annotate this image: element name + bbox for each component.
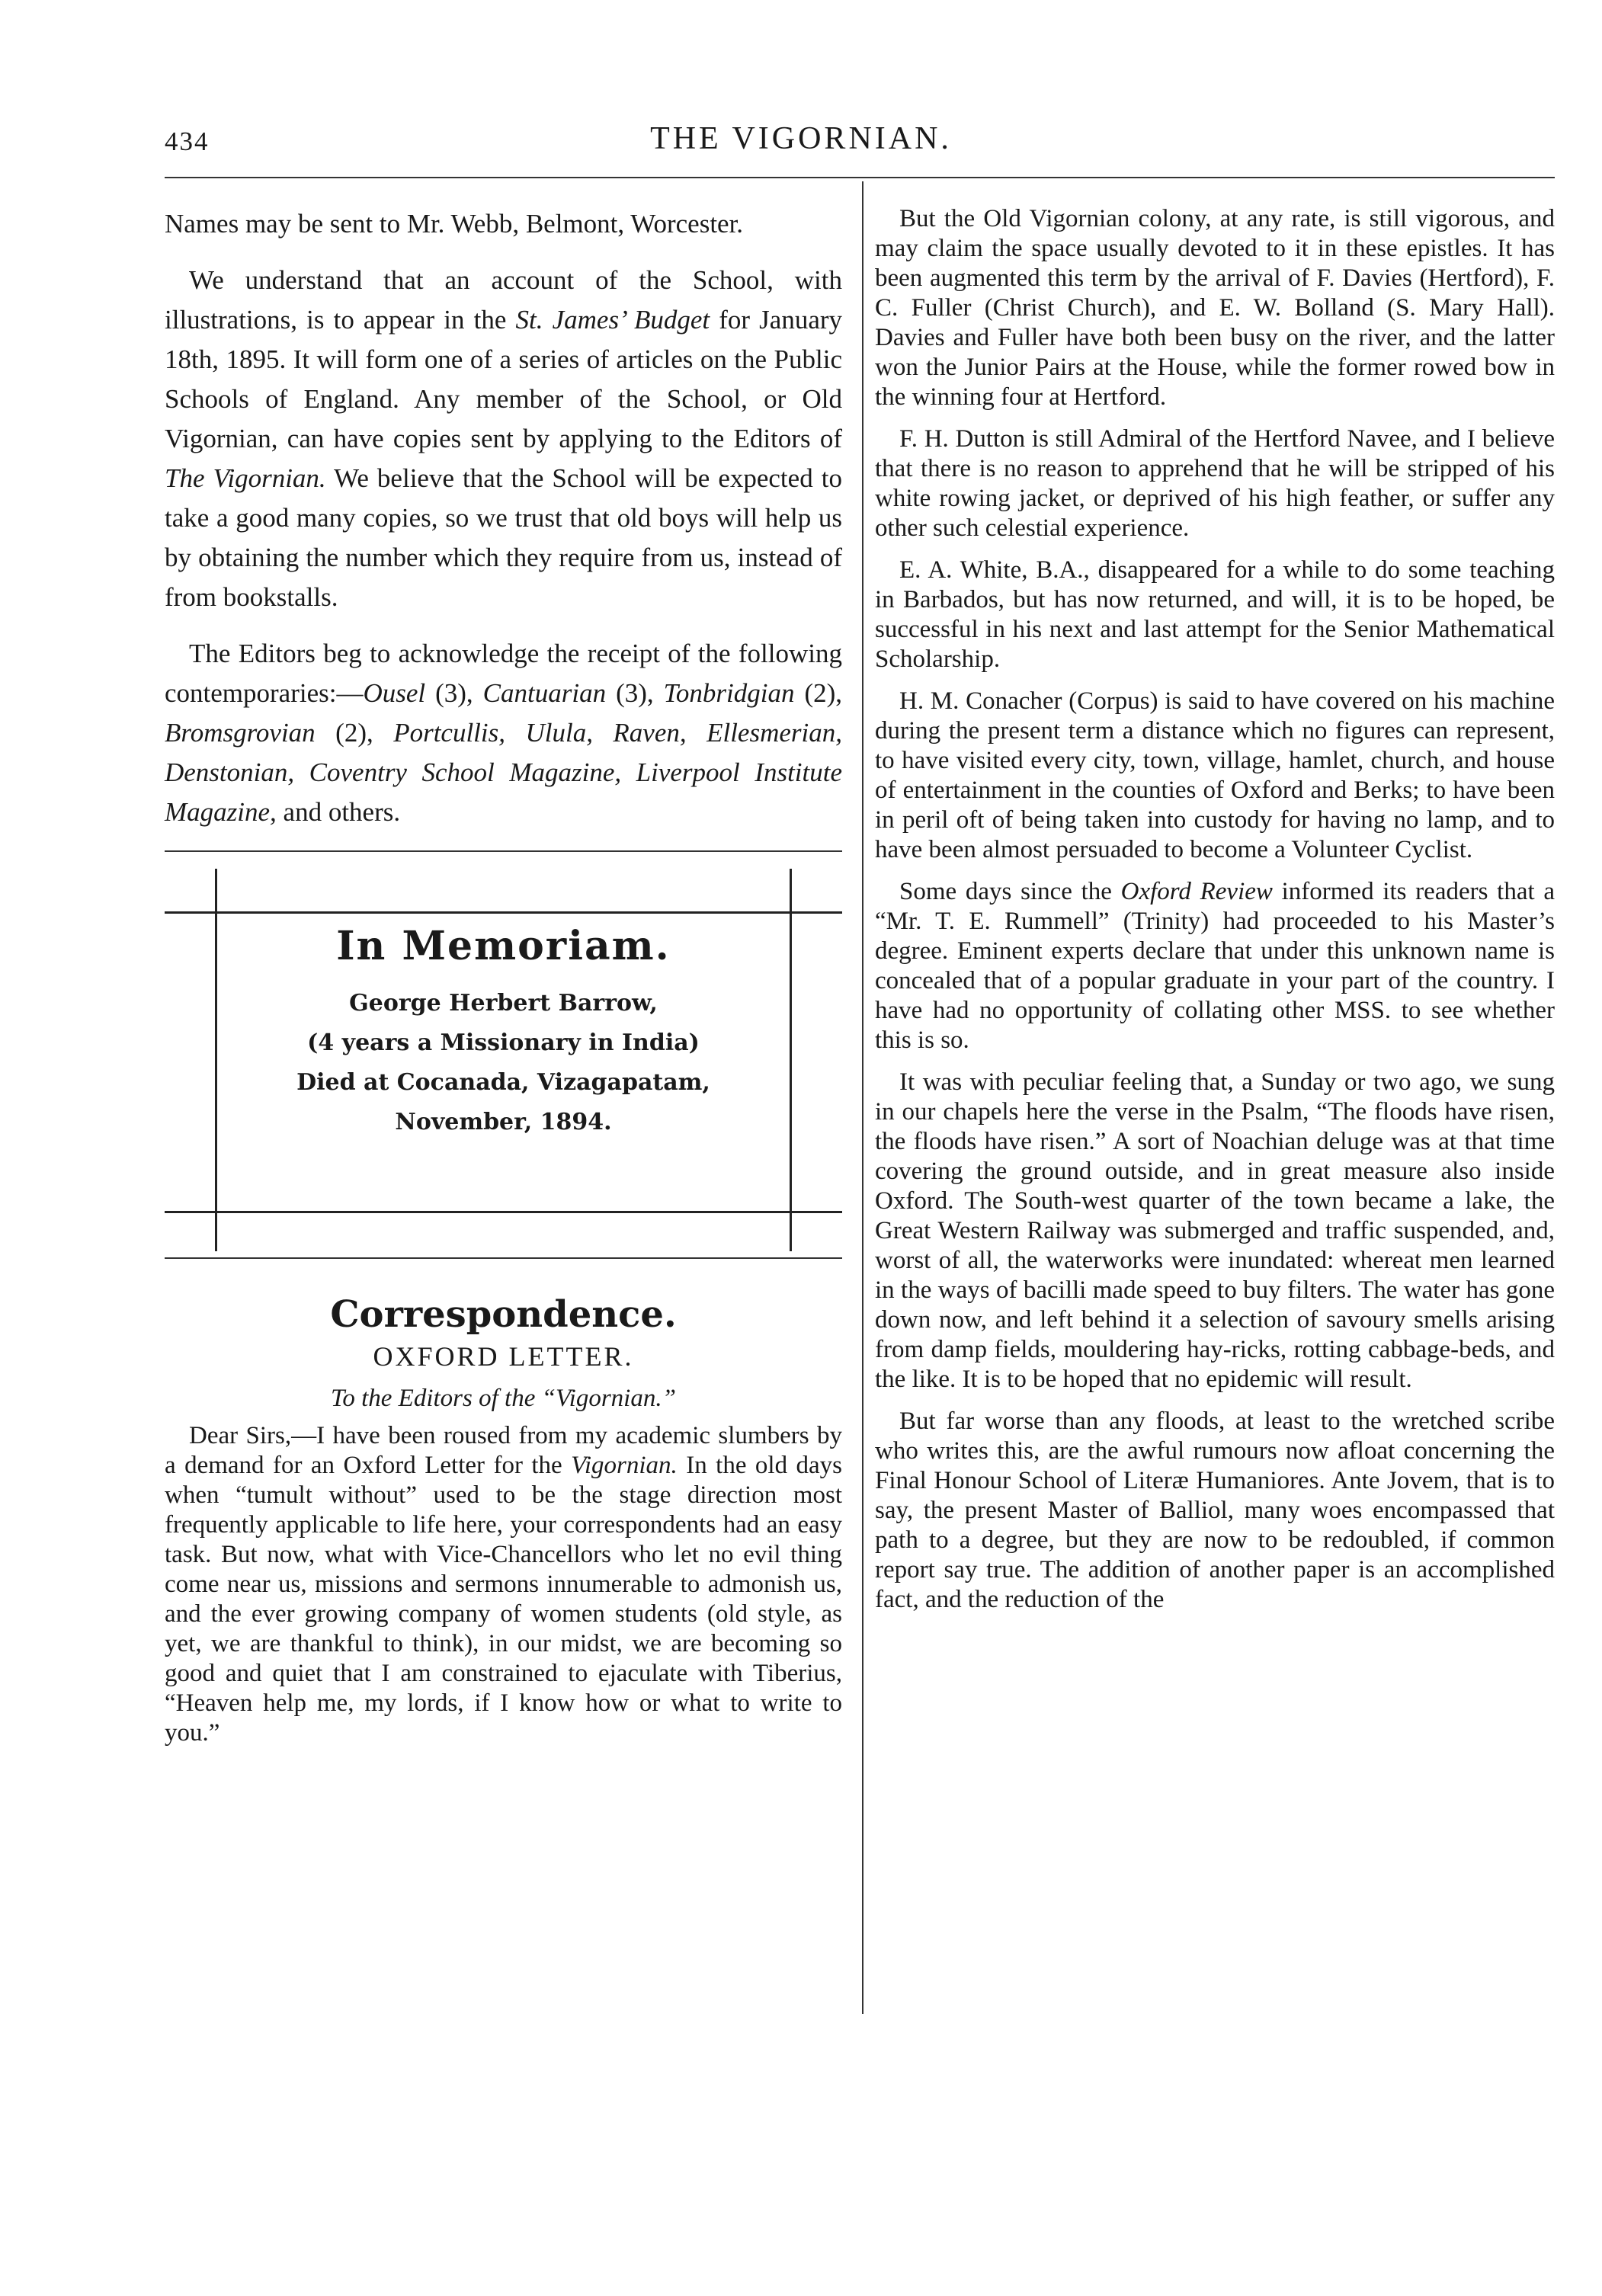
paragraph-conacher: H. M. Conacher (Corpus) is said to have covered on his machine during the present term a distance which no figures can represent, to have visited every city, town, village, hamlet, church, and house of entertainment in the counties of Oxford and Berks; to have been in peril oft of being taken into custody for having no lamp, and to have been almost persuaded to become a Volunteer Cyclist. (875, 687, 1555, 863)
column-divider (862, 181, 863, 2014)
memoriam-place: Died at Cocanada, Vizagapatam, (296, 1069, 710, 1096)
running-title: THE VIGORNIAN. (650, 121, 952, 156)
memoriam-box (165, 869, 842, 1251)
paragraph-dutton: F. H. Dutton is still Admiral of the Hertford Navee, and I believe that there is no reason to apprehend that he will be stripped of his white rowing jacket, or deprived of his high feather, or suffer any other such celestial experience. (875, 425, 1555, 542)
paragraph-honour-school: But far worse than any floods, at least to the wretched scribe who writes this, are the awful rumours now afloat concerning the Final Honour School of Literæ Humaniores. Ante Jovem, that is to say, the present Master of Balliol, many woes encompassed that path to a degree, but they are now to be redoubled, if common report say true. The addition of another paper is an accomplished fact, and the reduction of the (875, 1407, 1555, 1613)
oxford-letter-heading: OXFORD LETTER. (373, 1341, 634, 1372)
correspondence-heading: Correspondence. (330, 1293, 677, 1336)
memoriam-service: (4 years a Missionary in India) (307, 1030, 700, 1056)
notice-webb: Names may be sent to Mr. Webb, Belmont, Worcester. (165, 209, 744, 239)
memoriam-title: In Memoriam. (336, 923, 671, 969)
paragraph-floods: It was with peculiar feeling that, a Sunday or two ago, we sung in our chapels here the verse in the Psalm, “The floods have risen, the floods have risen.” A sort of Noachian deluge was at that time covering the ground outside, and in great measure also inside Oxford. The South-west quarter of the town became a lake, the Great Western Railway was submerged and traffic suspended, and, worst of all, the waterworks were inundated: whereat men learned in the ways of bacilli made speed to buy filters. The water has gone down now, and left behind it a selection of savoury smells arising from damp fields, mouldering hay-ricks, rotting cabbage-beds, and the like. It is to be hoped that no epidemic will result. (875, 1068, 1555, 1393)
memoriam-content (165, 923, 842, 1142)
page-number: 434 (165, 126, 210, 156)
memoriam-date: November, 1894. (395, 1109, 612, 1135)
header-rule (165, 177, 1555, 178)
paragraph-colony: But the Old Vigornian colony, at any rate, is still vigorous, and may claim the space usually devoted to it in these epistles. It has been augmented this term by the arrival of F. Davies (Hertford), F. C. Fuller (Christ Church), and E. W. Bolland (S. Mary Hall). Davies and Fuller have both been busy on the river, and the latter won the Junior Pairs at the House, while the former rowed bow in the winning four at Hertford. (875, 205, 1555, 411)
left-column (165, 204, 842, 1760)
oxford-letter-opening: Dear Sirs,—I have been roused from my academic slumbers by a demand for an Oxford Letter for the Vigornian. In the old days when “tumult without” used to be the stage direction most frequently applicable to life here, your correspondents had an easy task. But now, what with Vice-Chancellors who let no evil thing come near us, missions and sermons innumerable to admonish us, and the ever growing company of women students (old style, as yet, we are thankful to think), in our midst, we are becoming so good and quiet that I am constrained to ejaculate with Tiberius, “Heaven help me, my lords, if I know how or what to write to you.” (165, 1422, 842, 1747)
section-rule (165, 850, 842, 852)
notice-budget: We understand that an account of the School, with illustrations, is to appear in the St. James’ Budget for January 18th, 1895. It will form one of a series of articles on the Public Schools of England. Any member of the School, or Old Vigornian, can have copies sent by applying to the Editors of The Vigornian. We believe that the School will be expected to take a good many copies, so we trust that old boys will help us by obtaining the number which they require from us, instead of from bookstalls. (165, 265, 843, 612)
right-column (875, 204, 1555, 1627)
paragraph-white: E. A. White, B.A., disappeared for a while to do some teaching in Barbados, but has now returned, and will, it is to be hoped, be successful in his next and last attempt for the Senior Mathematical Scholarship. (875, 556, 1555, 673)
memoriam-name: George Herbert Barrow, (349, 990, 658, 1017)
notices (165, 204, 842, 832)
notice-contemporaries: The Editors beg to acknowledge the receipt of the following contemporaries:—Ousel (3), Cantuarian (3), Tonbridgian (2), Bromsgrovian (2), Portcullis, Ulula, Raven, Ellesmerian, Denstonian, Coventry School Magazine, Liverpool Institute Magazine, and others. (165, 639, 843, 827)
to-editors-line: To the Editors of the “Vigornian.” (331, 1385, 676, 1412)
paragraph-rummell: Some days since the Oxford Review informed its readers that a “Mr. T. E. Rummell” (Trinity) had proceeded to his Master’s degree. Eminent experts declare that under this unknown name is concealed that of a popular graduate in your part of the country. I have had no opportunity of collating other MSS. to see whether this is so. (875, 878, 1556, 1054)
section-rule-2 (165, 1257, 842, 1259)
